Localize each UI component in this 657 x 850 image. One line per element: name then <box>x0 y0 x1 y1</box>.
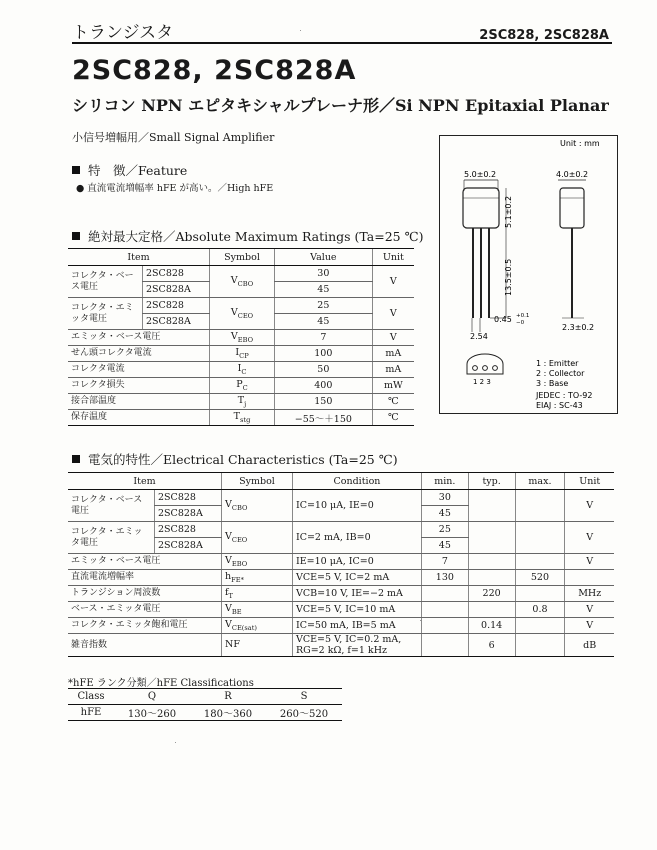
condition-cell: VCE=5 V, IC=0.2 mA, RG=2 kΩ, f=1 kHz <box>292 634 421 657</box>
dim-lead-width: 0.45 <box>494 315 512 324</box>
pin-1: 1 : Emitter <box>536 359 579 368</box>
condition-cell: VCE=5 V, IC=2 mA <box>292 570 421 586</box>
dim-side: 2.3±0.2 <box>562 323 595 332</box>
min-cell: 7 <box>421 554 468 570</box>
condition-cell: IC=50 mA, IB=5 mA <box>292 618 421 634</box>
unit-cell <box>565 570 614 586</box>
value-cell: −55～＋150 <box>275 410 373 426</box>
dim-width: 5.0±0.2 <box>464 170 497 179</box>
symbol-cell <box>222 634 293 657</box>
unit-cell: V <box>372 330 414 346</box>
unit-cell: V <box>565 618 614 634</box>
symbol-base: T <box>233 411 241 423</box>
symbol-base: NF <box>225 638 240 650</box>
symbol-cell <box>222 554 293 570</box>
symbol-sub: CEO <box>231 535 248 544</box>
unit-cell: mW <box>372 378 414 394</box>
typ-cell: 0.14 <box>468 618 515 634</box>
item-label: 保存温度 <box>68 410 210 426</box>
value-cell: 25 <box>275 298 373 314</box>
symbol-cell <box>210 362 275 378</box>
symbol-cell <box>222 522 293 554</box>
unit-label: Unit : mm <box>560 139 600 148</box>
header-part-numbers: 2SC828, 2SC828A <box>479 28 609 43</box>
min-cell: 45 <box>421 506 468 522</box>
min-cell: 45 <box>421 538 468 554</box>
unit-cell: V <box>372 298 414 330</box>
section-bullet <box>72 455 80 463</box>
table-row <box>68 346 414 362</box>
col-header: Item <box>68 473 222 490</box>
hfe-class-heading: *hFE ランク分類／hFE Classifications <box>68 678 254 689</box>
value-cell: 45 <box>275 314 373 330</box>
symbol-cell <box>222 490 293 522</box>
col-header: min. <box>421 473 468 490</box>
dim-body-height: 5.1±0.2 <box>504 195 513 228</box>
feature-item: ● 直流電流増幅率 hFE が高い。／High hFE <box>76 183 274 194</box>
speck <box>175 742 176 743</box>
class-value: 180～360 <box>190 705 266 721</box>
value-cell: 100 <box>275 346 373 362</box>
unit-cell: dB <box>565 634 614 657</box>
col-header: typ. <box>468 473 515 490</box>
symbol-base: V <box>225 499 232 511</box>
class-header: S <box>266 689 342 705</box>
symbol-cell <box>222 570 293 586</box>
condition-cell: IC=10 μA, IE=0 <box>292 490 421 522</box>
dim-depth: 4.0±0.2 <box>556 170 589 179</box>
table-row <box>68 522 614 538</box>
item-label: トランジション周波数 <box>68 586 222 602</box>
unit-cell: mA <box>372 346 414 362</box>
symbol-sub: EBO <box>231 559 248 568</box>
min-cell: 130 <box>421 570 468 586</box>
table-row <box>68 378 414 394</box>
item-label: エミッタ・ベース電圧 <box>68 330 210 346</box>
package-svg <box>440 136 617 413</box>
part-number: 2SC828A <box>143 282 210 298</box>
item-label: コレクタ・エミッタ電圧 <box>68 298 143 330</box>
value-cell: 150 <box>275 394 373 410</box>
item-label: コレクタ・エミッタ電圧 <box>68 522 155 554</box>
header-rule <box>72 42 612 44</box>
table-row <box>68 490 614 506</box>
min-cell <box>421 602 468 618</box>
part-number: 2SC828 <box>143 266 210 282</box>
part-number: 2SC828 <box>155 522 222 538</box>
section-bullet <box>72 232 80 240</box>
symbol-sub: j <box>244 399 247 408</box>
min-cell <box>421 618 468 634</box>
typ-cell <box>468 522 515 554</box>
max-cell <box>515 490 565 522</box>
symbol-base: P <box>236 379 243 391</box>
symbol-base: V <box>225 555 232 567</box>
typ-cell: 6 <box>468 634 515 657</box>
table-row <box>68 586 614 602</box>
col-header: Value <box>275 249 373 266</box>
hfe-class-table <box>68 688 342 721</box>
symbol-sub: T <box>228 591 233 600</box>
feature-heading: 特 徴／Feature <box>72 161 187 179</box>
value-cell: 45 <box>275 282 373 298</box>
symbol-sub: BE <box>231 607 242 616</box>
symbol-cell <box>210 266 275 298</box>
pin-2: 2 : Collector <box>536 369 585 378</box>
unit-cell: ℃ <box>372 394 414 410</box>
item-label: コレクタ電流 <box>68 362 210 378</box>
condition-cell: VCE=5 V, IC=10 mA <box>292 602 421 618</box>
symbol-cell <box>222 586 293 602</box>
class-header: Q <box>114 689 190 705</box>
class-row-label: hFE <box>68 705 114 721</box>
typ-cell <box>468 570 515 586</box>
item-label: 直流電流増幅率 <box>68 570 222 586</box>
item-label: せん頭コレクタ電流 <box>68 346 210 362</box>
value-cell: 7 <box>275 330 373 346</box>
symbol-base: V <box>230 275 238 287</box>
bottom-view <box>467 354 503 374</box>
pin-numbers: 1 2 3 <box>473 378 491 386</box>
col-header: Item <box>68 249 210 266</box>
package-drawing <box>439 135 618 414</box>
abs-max-heading: 絶対最大定格／Absolute Maximum Ratings (Ta=25 ℃) <box>72 227 423 245</box>
side-lead <box>571 228 573 318</box>
table-row <box>68 602 614 618</box>
part-number: 2SC828 <box>143 298 210 314</box>
page-title: 2SC828, 2SC828A <box>72 55 357 86</box>
condition-cell: IE=10 μA, IC=0 <box>292 554 421 570</box>
dim-lead-pitch: 2.54 <box>470 332 488 341</box>
symbol-base: T <box>237 395 245 407</box>
value-cell: 50 <box>275 362 373 378</box>
col-header: Symbol <box>210 249 275 266</box>
dim-lead-tol-minus: −0 <box>516 320 525 326</box>
lead-1 <box>472 228 474 318</box>
dim-lead-length: 13.5±0.5 <box>504 258 513 296</box>
unit-cell: V <box>565 522 614 554</box>
symbol-cell <box>222 618 293 634</box>
unit-cell: V <box>565 602 614 618</box>
unit-cell: mA <box>372 362 414 378</box>
symbol-base: f <box>225 587 229 599</box>
table-row <box>68 298 414 314</box>
typ-cell <box>468 490 515 522</box>
item-label: コレクタ・ベース電圧 <box>68 266 143 298</box>
class-header: R <box>190 689 266 705</box>
symbol-base: V <box>225 619 232 631</box>
item-label: ベース・エミッタ電圧 <box>68 602 222 618</box>
table-row <box>68 410 414 426</box>
symbol-sub: stg <box>240 415 251 424</box>
table-row <box>68 394 414 410</box>
max-cell <box>515 586 565 602</box>
jedec: JEDEC : TO-92 <box>536 391 593 400</box>
table-row <box>68 554 614 570</box>
section-bullet <box>72 166 80 174</box>
front-body <box>463 188 499 228</box>
min-cell <box>421 586 468 602</box>
symbol-base: V <box>230 331 238 343</box>
min-cell <box>421 634 468 657</box>
symbol-base: h <box>225 571 232 583</box>
item-label: コレクタ損失 <box>68 378 210 394</box>
pin-3: 3 : Base <box>536 379 569 388</box>
eiaj: EIAJ : SC-43 <box>536 401 583 410</box>
typ-cell <box>468 602 515 618</box>
item-label: 雑音指数 <box>68 634 222 657</box>
unit-cell: V <box>372 266 414 298</box>
col-header: max. <box>515 473 565 490</box>
condition-cell: IC=2 mA, IB=0 <box>292 522 421 554</box>
part-number: 2SC828 <box>155 490 222 506</box>
symbol-cell <box>210 378 275 394</box>
max-cell: 520 <box>515 570 565 586</box>
application: 小信号増幅用／Small Signal Amplifier <box>72 131 275 144</box>
symbol-cell <box>210 298 275 330</box>
symbol-base: V <box>230 307 238 319</box>
max-cell <box>515 522 565 554</box>
item-label: コレクタ・エミッタ飽和電圧 <box>68 618 222 634</box>
min-cell: 30 <box>421 490 468 506</box>
side-body <box>560 188 584 228</box>
typ-cell: 220 <box>468 586 515 602</box>
class-header: Class <box>68 689 114 705</box>
symbol-sub: CP <box>239 351 249 360</box>
table-row <box>68 634 614 657</box>
symbol-sub: FE* <box>231 575 244 584</box>
symbol-sub: EBO <box>237 335 254 344</box>
max-cell: 0.8 <box>515 602 565 618</box>
lead-2 <box>480 228 482 318</box>
lead-3 <box>488 228 490 318</box>
class-value: 260～520 <box>266 705 342 721</box>
max-cell <box>515 554 565 570</box>
min-cell: 25 <box>421 522 468 538</box>
table-row <box>68 330 414 346</box>
dim-lead-tol-plus: +0.1 <box>516 313 530 319</box>
speck <box>300 30 301 31</box>
symbol-sub: CE(sat) <box>231 623 258 632</box>
table-row <box>68 362 414 378</box>
symbol-cell <box>222 602 293 618</box>
elec-table <box>68 472 614 657</box>
unit-cell: MHz <box>565 586 614 602</box>
unit-cell: V <box>565 490 614 522</box>
unit-cell: V <box>565 554 614 570</box>
condition-cell: VCB=10 V, IE=−2 mA <box>292 586 421 602</box>
unit-cell: ℃ <box>372 410 414 426</box>
symbol-sub: C <box>241 367 247 376</box>
symbol-sub: CBO <box>231 503 248 512</box>
symbol-base: I <box>235 347 240 359</box>
item-label: コレクタ・ベース電圧 <box>68 490 155 522</box>
abs-max-table <box>68 248 414 426</box>
table-row <box>68 618 614 634</box>
col-header: Condition <box>292 473 421 490</box>
speck <box>420 620 421 621</box>
table-row <box>68 266 414 282</box>
symbol-base: V <box>225 603 232 615</box>
table-row <box>68 570 614 586</box>
symbol-cell <box>210 346 275 362</box>
subtitle: シリコン NPN エピタキシャルプレーナ形／Si NPN Epitaxial Planar <box>72 96 609 115</box>
symbol-sub: CBO <box>237 279 254 288</box>
part-number: 2SC828A <box>143 314 210 330</box>
symbol-sub: C <box>242 383 248 392</box>
symbol-base: V <box>225 531 232 543</box>
elec-heading: 電気的特性／Electrical Characteristics (Ta=25 ℃) <box>72 450 398 468</box>
col-header: Unit <box>565 473 614 490</box>
part-number: 2SC828A <box>155 506 222 522</box>
symbol-cell <box>210 410 275 426</box>
item-label: エミッタ・ベース電圧 <box>68 554 222 570</box>
max-cell <box>515 634 565 657</box>
symbol-cell <box>210 330 275 346</box>
col-header: Unit <box>372 249 414 266</box>
value-cell: 30 <box>275 266 373 282</box>
symbol-sub: CEO <box>237 311 254 320</box>
col-header: Symbol <box>222 473 293 490</box>
value-cell: 400 <box>275 378 373 394</box>
symbol-cell <box>210 394 275 410</box>
part-number: 2SC828A <box>155 538 222 554</box>
item-label: 接合部温度 <box>68 394 210 410</box>
class-value: 130～260 <box>114 705 190 721</box>
max-cell <box>515 618 565 634</box>
category-label: トランジスタ <box>72 23 174 43</box>
typ-cell <box>468 554 515 570</box>
symbol-base: I <box>237 363 242 375</box>
